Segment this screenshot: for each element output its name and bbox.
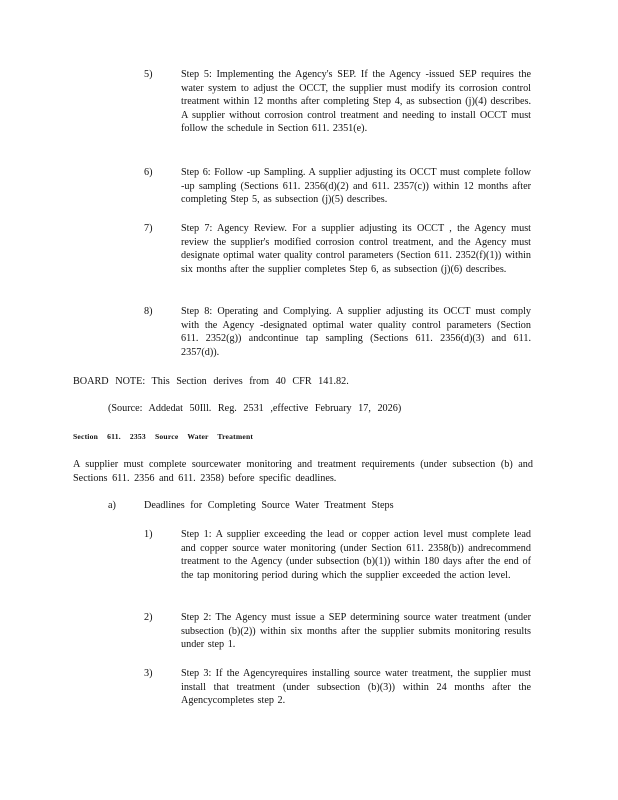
subsection-title: Deadlines for Completing Source Water Treatment Steps bbox=[144, 500, 394, 511]
list-item bbox=[144, 305, 544, 359]
list-item bbox=[144, 68, 544, 136]
item-text: Step 7: Agency Review. For a supplier adjusting its OCCT , the Agency must review the supplier's modified corrosion control treatment, and the Agency must designate optimal water quality control parameters (Section 611. 2352(f)(1)) within six months after the supplier completes Step 6, as subsection (j)(6) describes. bbox=[181, 223, 531, 275]
item-text: Step 8: Operating and Complying. A supplier adjusting its OCCT must comply with the Agency -designated optimal water quality control parameters (Section 611. 2352(g)) andcontinue tap sampling (Sections 611. 2356(d)(3) and 611. 2357(d)). bbox=[181, 306, 531, 358]
board-note: BOARD NOTE: This Section derives from 40 CFR 141.82. bbox=[73, 376, 349, 387]
item-text: Step 1: A supplier exceeding the lead or copper action level must complete lead and copper source water monitoring (under Section 611. 2358(b)) andrecommend treatment to the Agency (under subsection (b)(1)) within 180 days after the end of the tap monitoring period during which the supplier exceeded the action level. bbox=[181, 529, 531, 581]
item-number: 7) bbox=[144, 223, 153, 234]
item-number: 3) bbox=[144, 668, 153, 679]
list-item bbox=[144, 528, 544, 582]
list-item bbox=[144, 611, 544, 652]
subsection-number: a) bbox=[108, 500, 116, 511]
item-number: 5) bbox=[144, 69, 153, 80]
item-text: Step 5: Implementing the Agency's SEP. If the Agency -issued SEP requires the water system to adjust the OCCT, the supplier must modify its corrosion control treatment within 12 months after completing Step 4, as subsection (j)(4) describes. A supplier without corrosion control treatment and needing to install OCCT must follow the schedule in Section 611. 2351(e). bbox=[181, 69, 531, 135]
item-text: Step 3: If the Agencyrequires installing source water treatment, the supplier must install that treatment (under subsection (b)(3)) within 24 months after the Agencycompletes step 2. bbox=[181, 668, 531, 707]
list-item bbox=[144, 222, 544, 276]
item-number: 1) bbox=[144, 529, 153, 540]
item-number: 2) bbox=[144, 612, 153, 623]
list-item bbox=[144, 667, 544, 708]
list-item bbox=[144, 166, 544, 207]
source-note: (Source: Addedat 50Ill. Reg. 2531 ,effective February 17, 2026) bbox=[108, 403, 402, 414]
item-text: Step 2: The Agency must issue a SEP determining source water treatment (under subsection (b)(2)) within six months after the supplier submits monitoring results under step 1. bbox=[181, 612, 531, 651]
item-text: Step 6: Follow -up Sampling. A supplier adjusting its OCCT must complete follow -up sampling (Sections 611. 2356(d)(2) and 611. 2357(c)) within 12 months after completing Step 5, as subsection (j)(5) describes. bbox=[181, 167, 531, 206]
intro-paragraph: A supplier must complete sourcewater monitoring and treatment requirements (under subsection (b) and Sections 611. 2356 and 611. 2358) before specific deadlines. bbox=[73, 459, 533, 484]
item-number: 6) bbox=[144, 167, 153, 178]
item-number: 8) bbox=[144, 306, 153, 317]
section-heading: Section 611. 2353 Source Water Treatment bbox=[73, 432, 254, 441]
subsection-heading bbox=[108, 500, 394, 511]
